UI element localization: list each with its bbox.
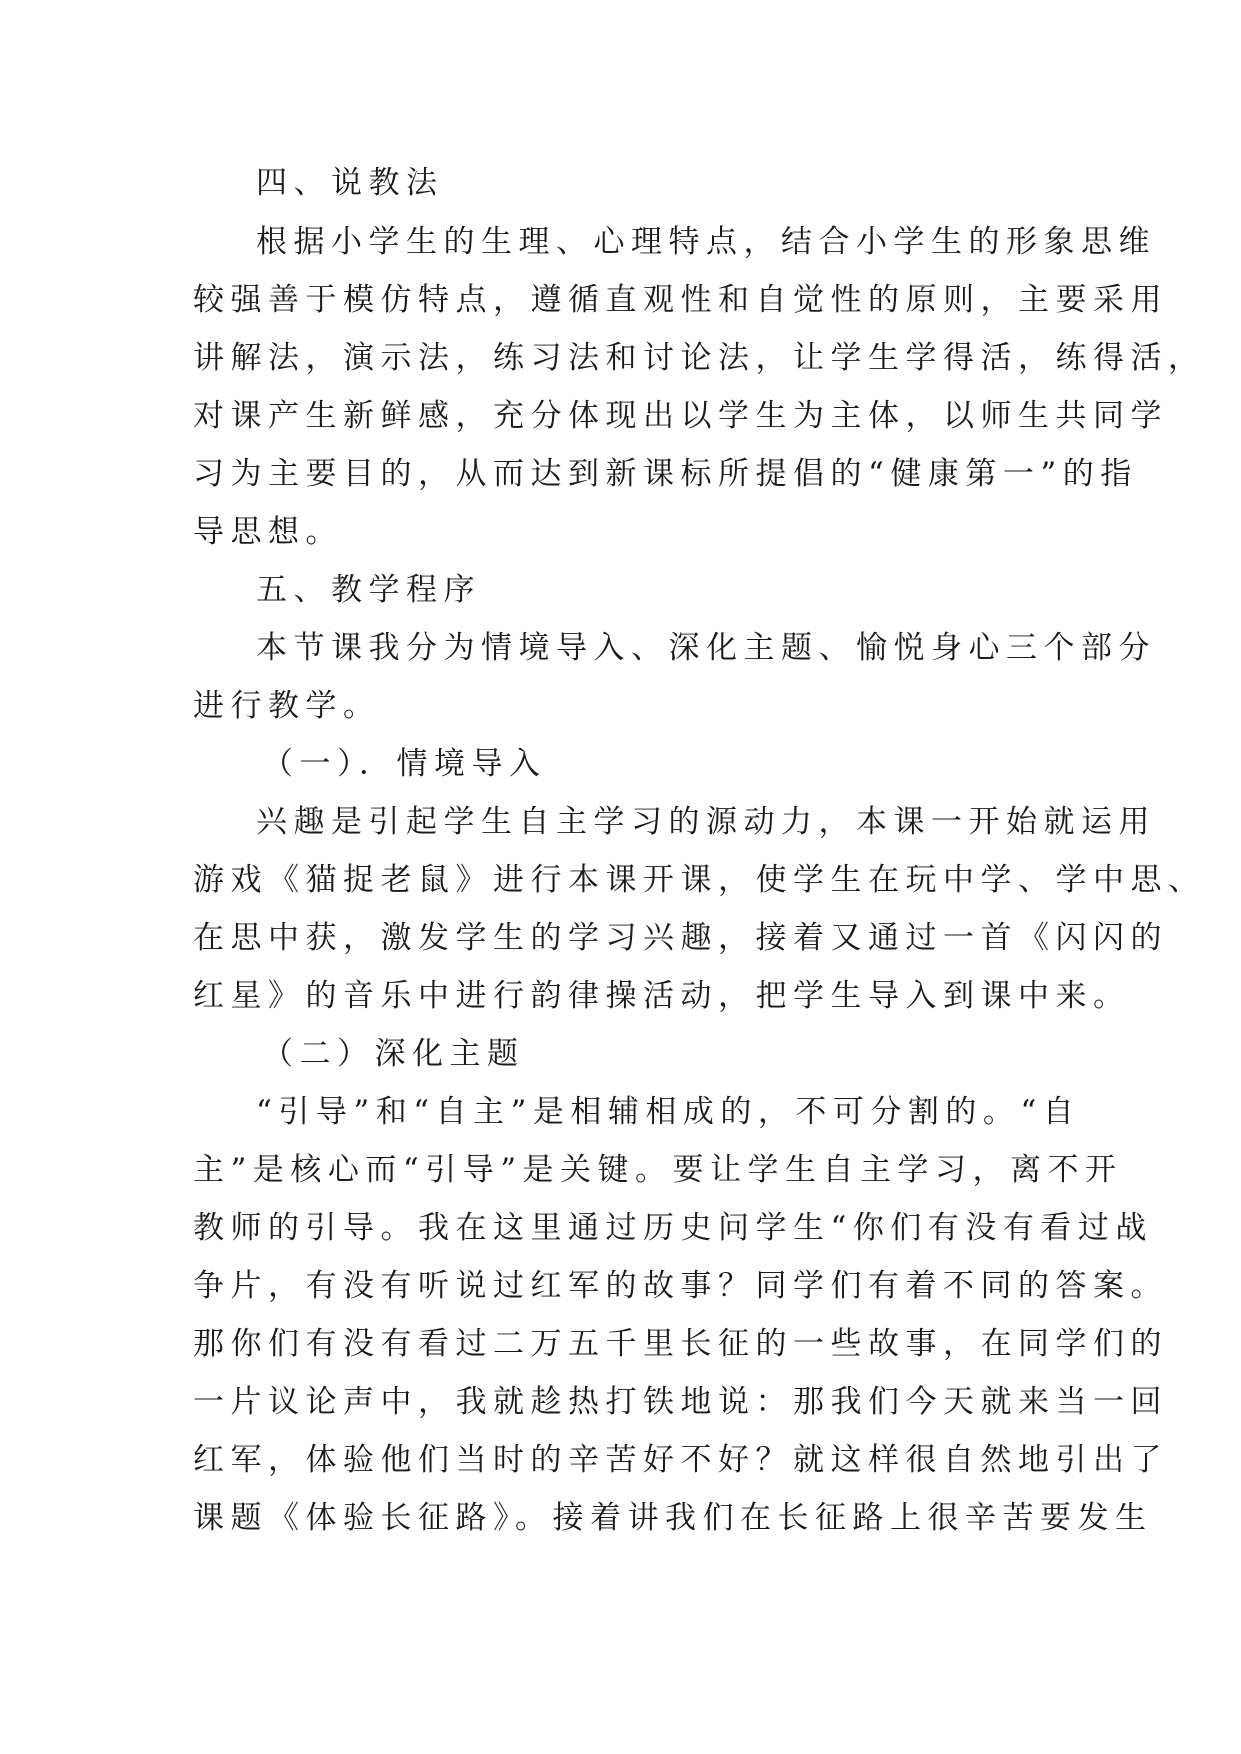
- paragraph-line: 根据小学生的生理、心理特点，结合小学生的形象思维: [256, 224, 1156, 260]
- paragraph-line: 在思中获，激发学生的学习兴趣，接着又通过一首《闪闪的: [193, 920, 1168, 956]
- paragraph-line: 习为主要目的，从而达到新课标所提倡的“健康第一”的指: [193, 456, 1138, 492]
- paragraph-line: 本节课我分为情境导入、深化主题、愉悦身心三个部分: [256, 630, 1156, 666]
- paragraph-line: 较强善于模仿特点，遵循直观性和自觉性的原则，主要采用: [193, 282, 1168, 318]
- paragraph-line: 争片，有没有听说过红军的故事？同学们有着不同的答案。: [193, 1268, 1168, 1304]
- subsection-heading-scenario-intro: （一）．情境导入: [262, 746, 547, 782]
- subsection-heading-deepen-theme: （二）深化主题: [262, 1036, 525, 1072]
- paragraph-line: 导思想。: [193, 514, 343, 550]
- paragraph-line: 兴趣是引起学生自主学习的源动力，本课一开始就运用: [256, 804, 1156, 840]
- paragraph-line: 主”是核心而“引导”是关键。要让学生自主学习，离不开: [193, 1152, 1123, 1188]
- paragraph-line: 教师的引导。我在这里通过历史问学生“你们有没有看过战: [193, 1210, 1153, 1246]
- paragraph-line: “引导”和“自主”是相辅相成的，不可分割的。“自: [256, 1094, 1081, 1130]
- paragraph-line: 游戏《猫捉老鼠》进行本课开课，使学生在玩中学、学中思、: [193, 862, 1206, 898]
- paragraph-line: 那你们有没有看过二万五千里长征的一些故事，在同学们的: [193, 1326, 1168, 1362]
- paragraph-line: 红星》的音乐中进行韵律操活动，把学生导入到课中来。: [193, 978, 1131, 1014]
- paragraph-line: 进行教学。: [193, 688, 381, 724]
- paragraph-line: 一片议论声中，我就趁热打铁地说：那我们今天就来当一回: [193, 1384, 1168, 1420]
- paragraph-line: 红军，体验他们当时的辛苦好不好？就这样很自然地引出了: [193, 1442, 1168, 1478]
- paragraph-line: 对课产生新鲜感，充分体现出以学生为主体，以师生共同学: [193, 398, 1168, 434]
- section-heading-teaching-procedure: 五、教学程序: [256, 572, 481, 608]
- paragraph-line: 讲解法，演示法，练习法和讨论法，让学生学得活，练得活，: [193, 340, 1206, 376]
- paragraph-line: 课题《体验长征路》。接着讲我们在长征路上很辛苦要发生: [193, 1500, 1153, 1536]
- section-heading-teaching-methods: 四、说教法: [256, 165, 444, 201]
